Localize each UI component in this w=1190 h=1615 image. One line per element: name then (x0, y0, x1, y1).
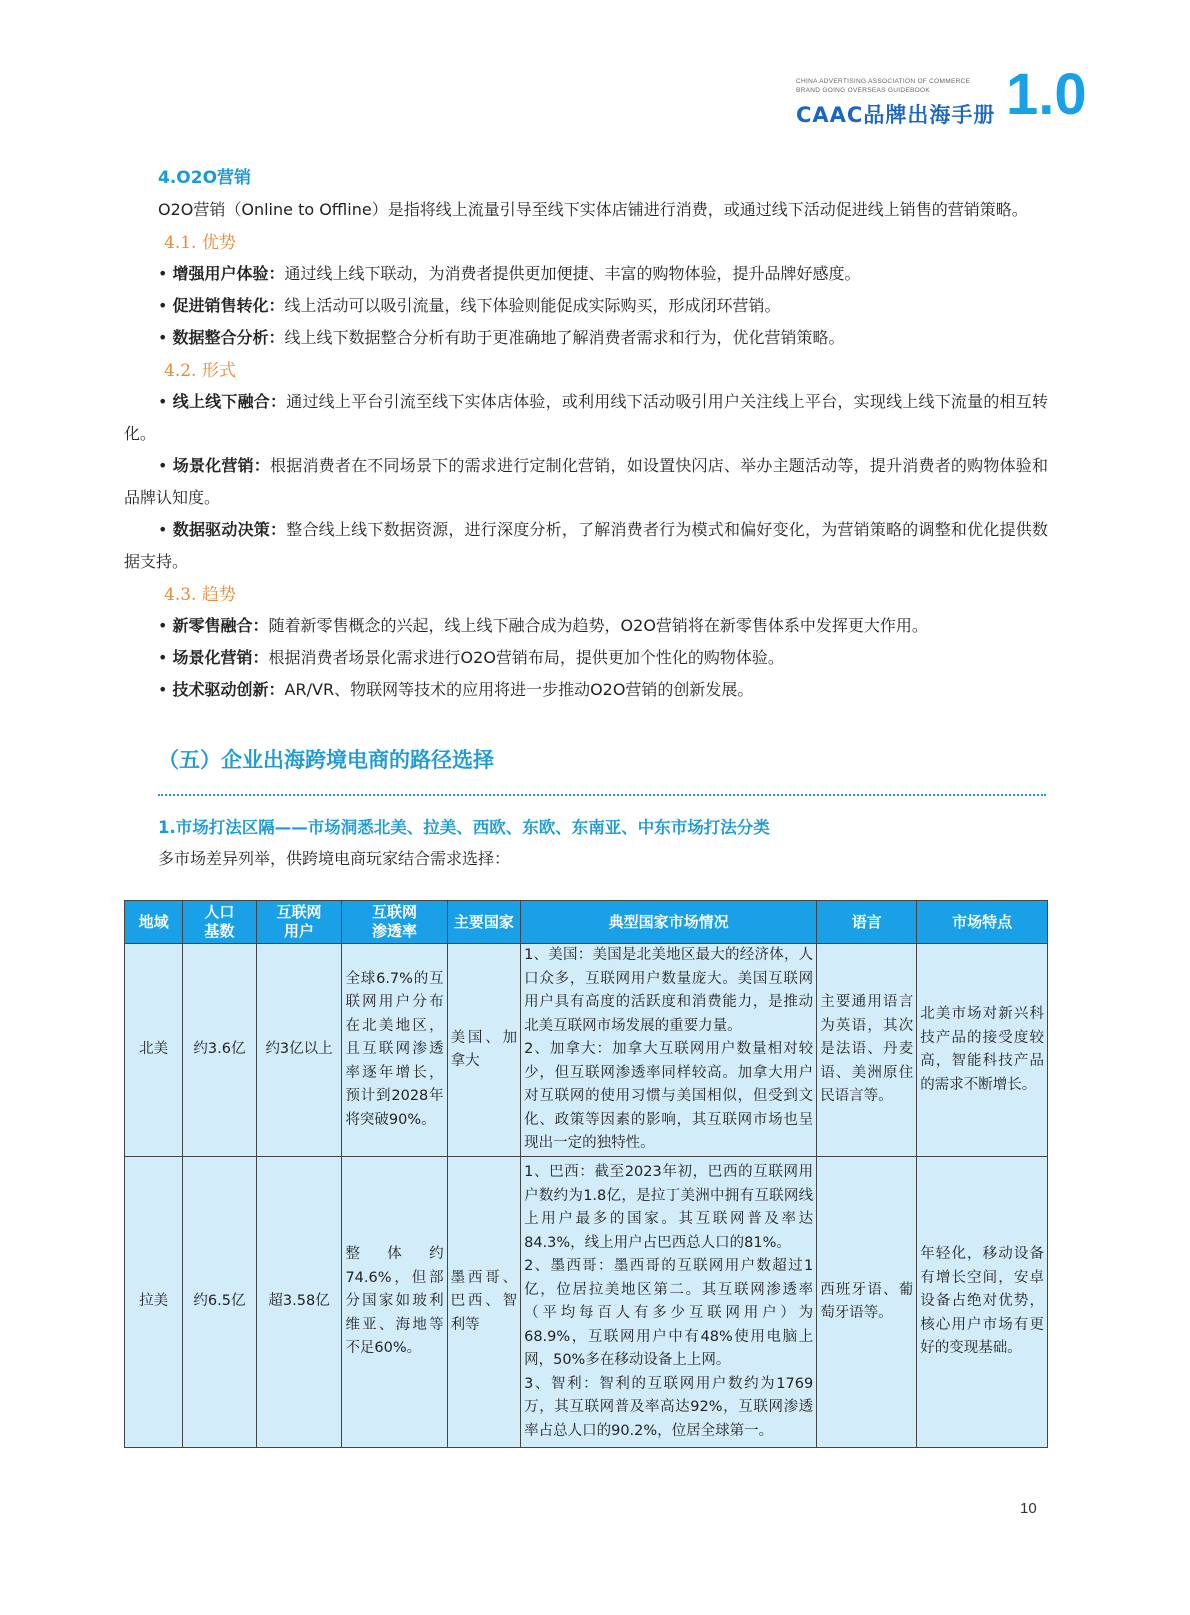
bullet-text: 根据消费者场景化需求进行O2O营销布局，提供更加个性化的购物体验。 (268, 648, 784, 667)
bullet-label: 数据整合分析： (172, 328, 285, 347)
cell-features: 年轻化，移动设备有增长空间，安卓设备占绝对优势，核心用户市场有更好的变现基础。 (917, 1157, 1048, 1448)
cell-countries: 墨西哥、巴西、智利等 (447, 1157, 521, 1448)
cell-penetration: 全球6.7%的互联网用户分布在北美地区，且互联网渗透率逐年增长，预计到2028年将突破90%。 (342, 944, 447, 1157)
bullet-label: 促进销售转化： (172, 296, 285, 315)
bullet-text: 线上活动可以吸引流量，线下体验则能促成实际购买，形成闭环营销。 (284, 296, 781, 315)
bullet-item: • 促进销售转化：线上活动可以吸引流量，线下体验则能促成实际购买，形成闭环营销。 (158, 296, 781, 315)
bullet-item: • 线上线下融合：通过线上平台引流至线下实体店体验，或利用线下活动吸引用户关注线上平台，实现线上线下流量的相互转化。 (124, 392, 1048, 443)
cell-situation: 1、美国：美国是北美地区最大的经济体，人口众多，互联网用户数量庞大。美国互联网用户具有高度的活跃度和消费能力，是推动北美互联网市场发展的重要力量。 2、加拿大：加拿大互联网用户数量相对较少，但互联网渗透率同样较高。加拿大用户对互联网的使用习惯与美国相似，但受到文化、政策等因素的影响，其互联网市场也呈现出一定的独特性。 (521, 944, 817, 1157)
bullet-text: AR/VR、物联网等技术的应用将进一步推动O2O营销的创新发展。 (284, 680, 754, 699)
subsection-4-2-title: 4.2. 形式 (164, 361, 236, 381)
bullet-label: 新零售融合： (172, 616, 269, 635)
bullet-label: 场景化营销： (172, 648, 269, 667)
cell-countries: 美国、加拿大 (447, 944, 521, 1157)
page-header (796, 62, 1096, 132)
cell-region: 拉美 (125, 1157, 183, 1448)
cell-situation: 1、巴西：截至2023年初，巴西的互联网用户数约为1.8亿，是拉丁美洲中拥有互联网线上用户最多的国家。其互联网普及率达84.3%，线上用户占巴西总人口的81%。 2、墨西哥：墨西哥的互联网用户数超过1亿，位居拉美地区第二。其互联网渗透率（平均每百人有多少互联网用户）为68.9%，互联网用户中有48%使用电脑上网，50%多在移动设备上上网。 3、智利：智利的互联网用户数约为1769万，其互联网普及率高达92%，互联网渗透率占总人口的90.2%，位居全球第一。 (521, 1157, 817, 1448)
bullet-text: 通过线上平台引流至线下实体店体验，或利用线下活动吸引用户关注线上平台，实现线上线下流量的相互转化。 (124, 392, 1048, 443)
header-situation: 典型国家市场情况 (521, 901, 817, 944)
header-penetration: 互联网 渗透率 (342, 901, 447, 944)
bullet-label: 线上线下融合： (172, 392, 287, 411)
bullet-item: • 场景化营销：根据消费者在不同场景下的需求进行定制化营销，如设置快闪店、举办主题活动等，提升消费者的购物体验和品牌认知度。 (124, 456, 1048, 507)
dotted-divider (158, 794, 1046, 796)
page-number: 10 (1020, 1500, 1037, 1517)
chapter-5-title: （五）企业出海跨境电商的路径选择 (158, 748, 494, 772)
cell-language: 西班牙语、葡萄牙语等。 (817, 1157, 917, 1448)
bullet-label: 场景化营销： (172, 456, 271, 475)
section-5-1-title: 1.市场打法区隔——市场洞悉北美、拉美、西欧、东欧、东南亚、中东市场打法分类 (158, 818, 770, 837)
section-4-intro: O2O营销（Online to Offline）是指将线上流量引导至线下实体店铺进行消费，或通过线下活动促进线上销售的营销策略。 (158, 200, 1028, 219)
header-language: 语言 (817, 901, 917, 944)
subsection-4-1-title: 4.1. 优势 (164, 233, 236, 253)
bullet-label: 技术驱动创新： (172, 680, 285, 699)
header-subtitle-2: BRAND GOING OVERSEAS GUIDEBOOK (796, 87, 930, 94)
header-users: 互联网 用户 (256, 901, 342, 944)
bullet-text: 根据消费者在不同场景下的需求进行定制化营销，如设置快闪店、举办主题活动等，提升消费者的购物体验和品牌认知度。 (124, 456, 1048, 507)
header-countries: 主要国家 (447, 901, 521, 944)
table-row (125, 944, 1048, 1157)
header-features: 市场特点 (917, 901, 1048, 944)
section-5-1-intro: 多市场差异列举，供跨境电商玩家结合需求选择： (158, 849, 511, 868)
table-row (125, 1157, 1048, 1448)
bullet-text: 随着新零售概念的兴起，线上线下融合成为趋势，O2O营销将在新零售体系中发挥更大作用。 (268, 616, 928, 635)
cell-language: 主要通用语言为英语，其次是法语、丹麦语、美洲原住民语言等。 (817, 944, 917, 1157)
bullet-item: • 数据驱动决策：整合线上线下数据资源，进行深度分析，了解消费者行为模式和偏好变化，为营销策略的调整和优化提供数据支持。 (124, 520, 1048, 571)
section-4-title: 4.O2O营销 (158, 168, 252, 188)
bullet-text: 线上线下数据整合分析有助于更准确地了解消费者需求和行为，优化营销策略。 (284, 328, 845, 347)
bullet-item: • 数据整合分析：线上线下数据整合分析有助于更准确地了解消费者需求和行为，优化营销策略。 (158, 328, 845, 347)
subsection-4-3-title: 4.3. 趋势 (164, 585, 236, 605)
cell-population: 约6.5亿 (183, 1157, 257, 1448)
header-population: 人口 基数 (183, 901, 257, 944)
cell-penetration: 整体约74.6%，但部分国家如玻利维亚、海地等不足60%。 (342, 1157, 447, 1448)
bullet-text: 整合线上线下数据资源，进行深度分析，了解消费者行为模式和偏好变化，为营销策略的调整和优化提供数据支持。 (124, 520, 1048, 571)
header-subtitle-1: CHINA ADVERTISING ASSOCIATION OF COMMERCE (796, 78, 971, 85)
bullet-text: 通过线上线下联动，为消费者提供更加便捷、丰富的购物体验，提升品牌好感度。 (284, 264, 861, 283)
bullet-label: 增强用户体验： (172, 264, 285, 283)
cell-users: 超3.58亿 (256, 1157, 342, 1448)
market-table (124, 900, 1048, 1448)
cell-features: 北美市场对新兴科技产品的接受度较高，智能科技产品的需求不断增长。 (917, 944, 1048, 1157)
main-content (124, 163, 1048, 872)
cell-region: 北美 (125, 944, 183, 1157)
header-brand-title: CAAC品牌出海手册 (796, 103, 996, 127)
table-header-row (125, 901, 1048, 944)
cell-population: 约3.6亿 (183, 944, 257, 1157)
bullet-label: 数据驱动决策： (172, 520, 287, 539)
bullet-item: • 新零售融合：随着新零售概念的兴起，线上线下融合成为趋势，O2O营销将在新零售体系中发挥更大作用。 (158, 616, 928, 635)
bullet-item: • 增强用户体验：通过线上线下联动，为消费者提供更加便捷、丰富的购物体验，提升品牌好感度。 (158, 264, 861, 283)
header-region: 地域 (125, 901, 183, 944)
bullet-item: • 场景化营销：根据消费者场景化需求进行O2O营销布局，提供更加个性化的购物体验。 (158, 648, 784, 667)
header-version: 1.0 (1006, 62, 1087, 127)
cell-users: 约3亿以上 (256, 944, 342, 1157)
bullet-item: • 技术驱动创新：AR/VR、物联网等技术的应用将进一步推动O2O营销的创新发展。 (158, 680, 754, 699)
